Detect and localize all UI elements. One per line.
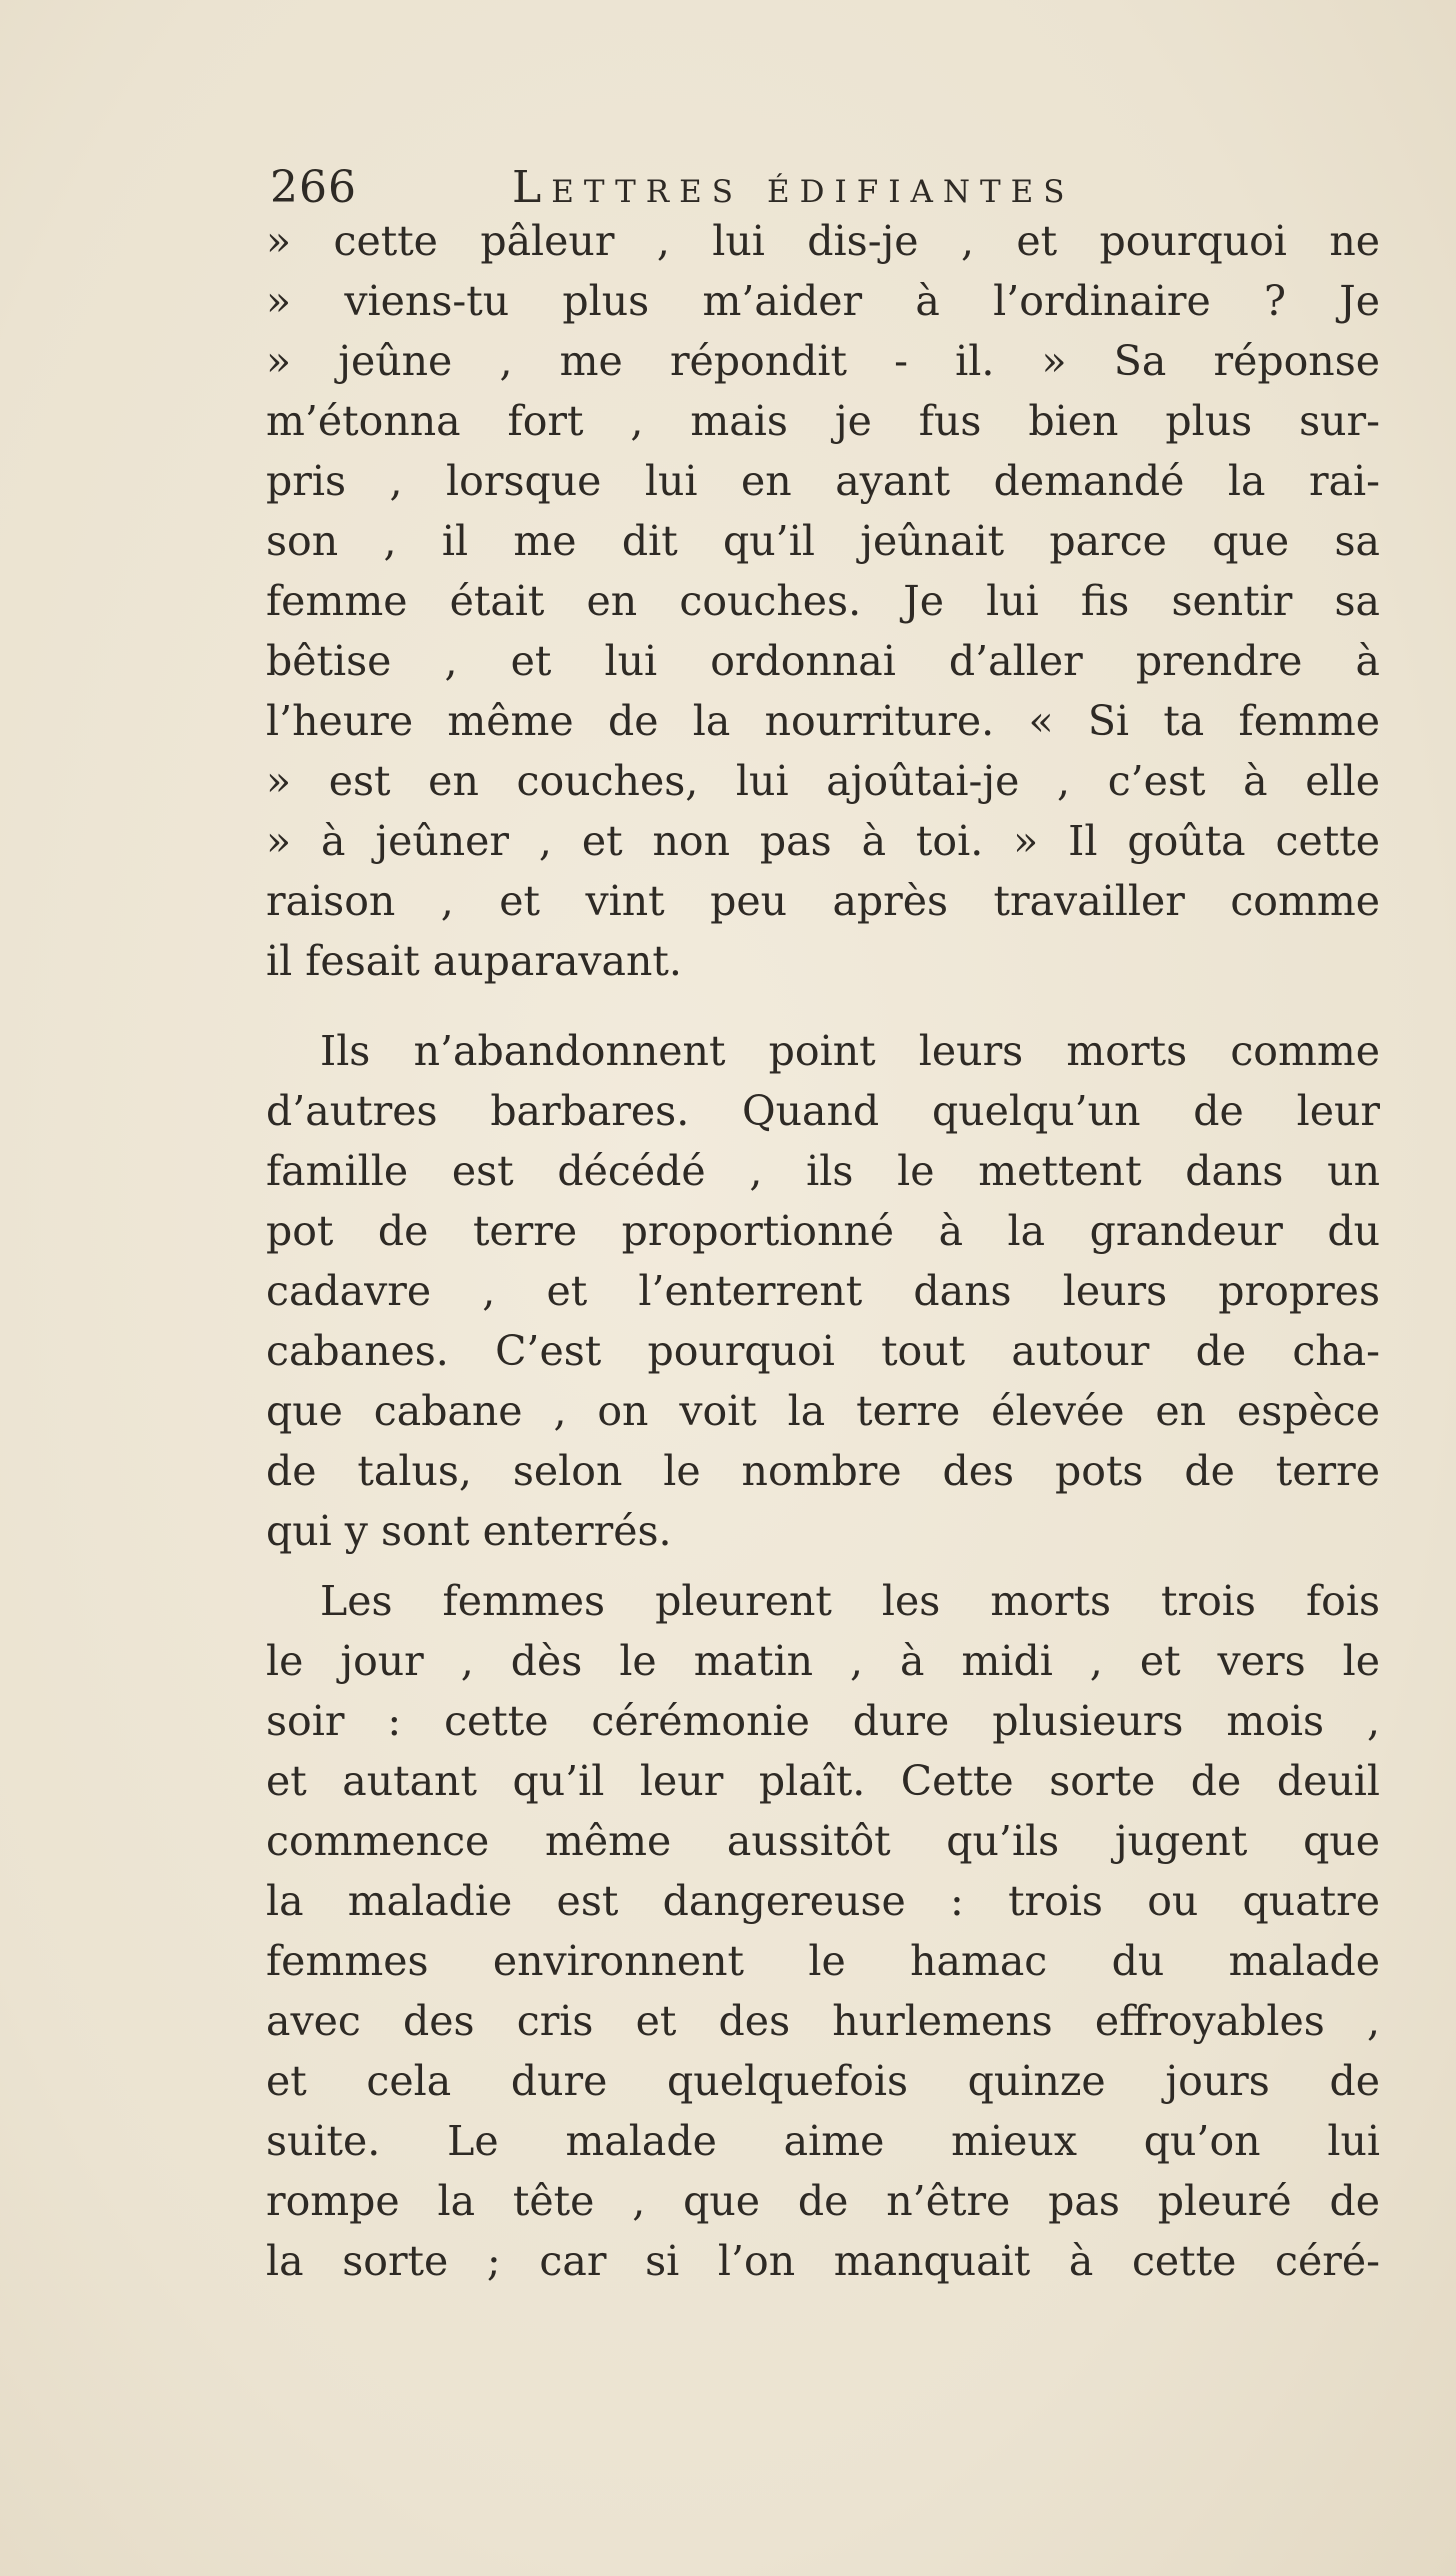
- text-line: » à jeûner , et non pas à toi. » Il goûta cette: [266, 817, 1380, 865]
- text-line: » viens-tu plus m’aider à l’ordinaire ? Je: [266, 277, 1380, 325]
- text-line: femmes environnent le hamac du malade: [266, 1937, 1380, 1985]
- text-line: il fesait auparavant.: [266, 937, 682, 985]
- text-line: rompe la tête , que de n’être pas pleuré de: [266, 2177, 1380, 2225]
- text-line: la maladie est dangereuse : trois ou quatre: [266, 1877, 1380, 1925]
- text-line: son , il me dit qu’il jeûnait parce que sa: [266, 517, 1380, 565]
- text-line: et cela dure quelquefois quinze jours de: [266, 2057, 1380, 2105]
- text-line: cabanes. C’est pourquoi tout autour de cha-: [266, 1327, 1380, 1375]
- text-line: soir : cette cérémonie dure plusieurs mois ,: [266, 1697, 1380, 1745]
- page-number: 266: [270, 162, 357, 213]
- text-line: l’heure même de la nourriture. « Si ta femme: [266, 697, 1380, 745]
- running-title: Lettres édifiantes: [512, 162, 1075, 213]
- text-line: m’étonna fort , mais je fus bien plus sur-: [266, 397, 1380, 445]
- text-line: » cette pâleur , lui dis-je , et pourquoi ne: [266, 217, 1380, 265]
- text-line: bêtise , et lui ordonnai d’aller prendre à: [266, 637, 1380, 685]
- text-line: pot de terre proportionné à la grandeur du: [266, 1207, 1380, 1255]
- text-line: que cabane , on voit la terre élevée en espèce: [266, 1387, 1380, 1435]
- paragraph-start: Ils n’abandonnent point leurs morts comme: [320, 1027, 1380, 1075]
- text-line: » est en couches, lui ajoûtai-je , c’est à elle: [266, 757, 1380, 805]
- text-line: pris , lorsque lui en ayant demandé la rai-: [266, 457, 1380, 505]
- text-line: cadavre , et l’enterrent dans leurs propres: [266, 1267, 1380, 1315]
- text-line: qui y sont enterrés.: [266, 1507, 672, 1555]
- text-line: et autant qu’il leur plaît. Cette sorte de deuil: [266, 1757, 1380, 1805]
- text-line: raison , et vint peu après travailler comme: [266, 877, 1380, 925]
- text-line: commence même aussitôt qu’ils jugent que: [266, 1817, 1380, 1865]
- text-line: » jeûne , me répondit - il. » Sa réponse: [266, 337, 1380, 385]
- text-line: avec des cris et des hurlemens effroyables ,: [266, 1997, 1380, 2045]
- text-line: de talus, selon le nombre des pots de terre: [266, 1447, 1380, 1495]
- text-line: suite. Le malade aime mieux qu’on lui: [266, 2117, 1380, 2165]
- text-line: d’autres barbares. Quand quelqu’un de leur: [266, 1087, 1380, 1135]
- text-line: famille est décédé , ils le mettent dans un: [266, 1147, 1380, 1195]
- paragraph-start: Les femmes pleurent les morts trois fois: [320, 1577, 1380, 1625]
- text-line: le jour , dès le matin , à midi , et vers le: [266, 1637, 1380, 1685]
- text-line: la sorte ; car si l’on manquait à cette céré-: [266, 2237, 1380, 2285]
- text-line: femme était en couches. Je lui fis sentir sa: [266, 577, 1380, 625]
